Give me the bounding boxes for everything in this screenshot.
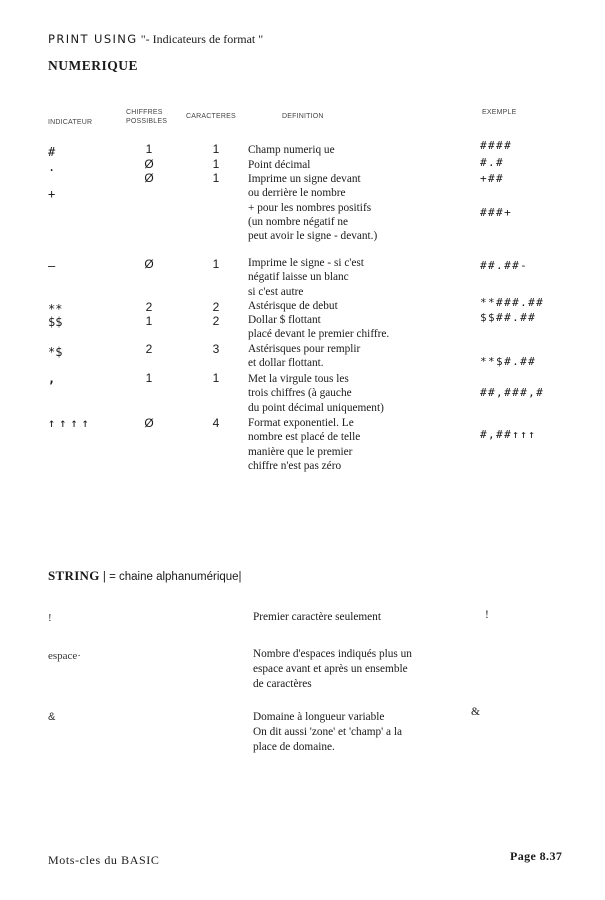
- example-plus-before: +##: [480, 172, 505, 185]
- definition-line: peut avoir le signe - devant.): [248, 230, 378, 243]
- definition-line: Astérisque de debut: [248, 300, 338, 312]
- indicator-plus: +: [48, 187, 56, 201]
- definition-line: trois chiffres (à gauche: [248, 387, 352, 400]
- indicator-double-asterisk: **: [48, 302, 63, 316]
- chars-plus: 1: [212, 171, 220, 185]
- digits-exponential: Ø: [144, 416, 154, 430]
- definition-dot: [248, 158, 310, 172]
- definition-plus: [248, 172, 377, 243]
- example-exponential: #,##↑↑↑: [480, 428, 537, 441]
- definition-line: Imprime un signe devant: [248, 173, 361, 185]
- definition-line: Premier caractère seulement: [253, 611, 381, 623]
- indicator-minus: –: [48, 259, 56, 273]
- string-definition-espace: [253, 647, 412, 692]
- indicator-hash: #: [48, 145, 56, 159]
- string-heading-title: STRING: [48, 568, 100, 583]
- digits-plus: Ø: [144, 171, 154, 185]
- definition-line: Met la virgule tous les: [248, 373, 349, 385]
- definition-line: espace avant et après un ensemble: [253, 663, 408, 675]
- definition-line: et dollar flottant.: [248, 357, 324, 370]
- definition-exponential: [248, 416, 360, 473]
- header-chiffres-line2: POSSIBLES: [126, 118, 168, 125]
- chars-double-dollar: 2: [212, 314, 220, 328]
- definition-line: ou derrière le nombre: [248, 187, 346, 200]
- digits-dot: Ø: [144, 157, 154, 171]
- definition-line: Dollar $ flottant: [248, 314, 321, 326]
- definition-line: Imprime le signe - si c'est: [248, 257, 364, 269]
- definition-line: nombre est placé de telle: [248, 431, 361, 444]
- definition-line: On dit aussi 'zone' et 'champ' a la: [253, 726, 402, 738]
- example-dot: #.#: [480, 156, 505, 169]
- header-definition: DEFINITION: [282, 113, 324, 120]
- chars-double-asterisk: 2: [212, 300, 220, 314]
- indicator-double-dollar: $$: [48, 315, 63, 329]
- string-heading-description: | = chaine alphanumérique|: [102, 571, 242, 583]
- definition-hash: [248, 143, 335, 157]
- string-example-ampersand: &: [471, 706, 480, 718]
- definition-line: manière que le premier: [248, 445, 353, 458]
- digits-double-asterisk: 2: [145, 300, 153, 314]
- definition-line: Domaine à longueur variable: [253, 711, 385, 723]
- indicator-exponential-arrows: ↑↑↑↑: [48, 416, 93, 430]
- string-heading: [48, 568, 242, 584]
- digits-double-dollar: 1: [145, 314, 153, 328]
- digits-asterisk-dollar: 2: [145, 342, 153, 356]
- digits-comma: 1: [145, 371, 153, 385]
- string-definition-ampersand: [253, 710, 402, 755]
- definition-line: Format exponentiel. Le: [248, 417, 354, 429]
- example-plus-after: ###+: [480, 206, 513, 219]
- example-double-asterisk: **###.##: [480, 296, 545, 309]
- print-using-keyword: PRINT USING: [48, 32, 138, 46]
- header-caracteres: CARACTERES: [186, 113, 236, 120]
- example-comma: ##,###,#: [480, 386, 545, 399]
- chars-minus: 1: [212, 257, 220, 271]
- definition-line: Astérisques pour remplir: [248, 343, 361, 355]
- definition-asterisk-dollar: [248, 342, 360, 371]
- definition-line: + pour les nombres positifs: [248, 201, 372, 214]
- definition-line: placé devant le premier chiffre.: [248, 328, 390, 341]
- definition-line: du point décimal uniquement): [248, 401, 384, 414]
- chars-dot: 1: [212, 157, 220, 171]
- chars-hash: 1: [212, 142, 220, 156]
- header-indicateur: INDICATEUR: [48, 119, 93, 126]
- header-chiffres-line1: CHIFFRES: [126, 109, 163, 116]
- page-number: Page 8.37: [510, 849, 563, 863]
- numerique-heading: NUMERIQUE: [48, 58, 139, 73]
- footer-book-title: Mots-cles du BASIC: [48, 853, 160, 867]
- example-hash: ####: [480, 139, 513, 152]
- chars-asterisk-dollar: 3: [212, 342, 220, 356]
- digits-hash: 1: [145, 142, 153, 156]
- string-example-exclamation: !: [485, 609, 489, 621]
- string-indicator-exclamation: !: [48, 612, 52, 624]
- example-double-dollar: $$##.##: [480, 311, 537, 324]
- definition-double-asterisk: [248, 299, 338, 313]
- string-definition-exclamation: [253, 610, 381, 625]
- definition-line: Champ numeriq ue: [248, 144, 335, 156]
- indicator-dot: .: [48, 160, 56, 174]
- header-chiffres: [126, 108, 167, 126]
- digits-minus: Ø: [144, 257, 154, 271]
- definition-line: si c'est autre: [248, 285, 304, 298]
- definition-line: chiffre n'est pas zéro: [248, 459, 342, 472]
- definition-line: place de domaine.: [253, 741, 335, 753]
- definition-double-dollar: [248, 313, 389, 342]
- definition-line: (un nombre négatif ne: [248, 215, 349, 228]
- indicator-asterisk-dollar: *$: [48, 345, 63, 359]
- print-using-subtitle: "- Indicateurs de format ": [140, 32, 264, 46]
- definition-line: de caractères: [253, 678, 312, 690]
- header-exemple: EXEMPLE: [482, 109, 517, 116]
- indicator-comma: ,: [48, 372, 56, 386]
- example-asterisk-dollar: **$#.##: [480, 355, 537, 368]
- definition-comma: [248, 372, 384, 415]
- string-indicator-ampersand: &: [48, 711, 56, 723]
- definition-line: Point décimal: [248, 159, 311, 171]
- string-indicator-espace: espace·: [48, 650, 81, 662]
- example-minus: ##.##-: [480, 259, 529, 272]
- definition-minus: [248, 256, 364, 299]
- chars-comma: 1: [212, 371, 220, 385]
- chars-exponential: 4: [212, 416, 220, 430]
- definition-line: Nombre d'espaces indiqués plus un: [253, 648, 412, 660]
- definition-line: négatif laisse un blanc: [248, 271, 349, 284]
- print-using-title: [48, 32, 263, 47]
